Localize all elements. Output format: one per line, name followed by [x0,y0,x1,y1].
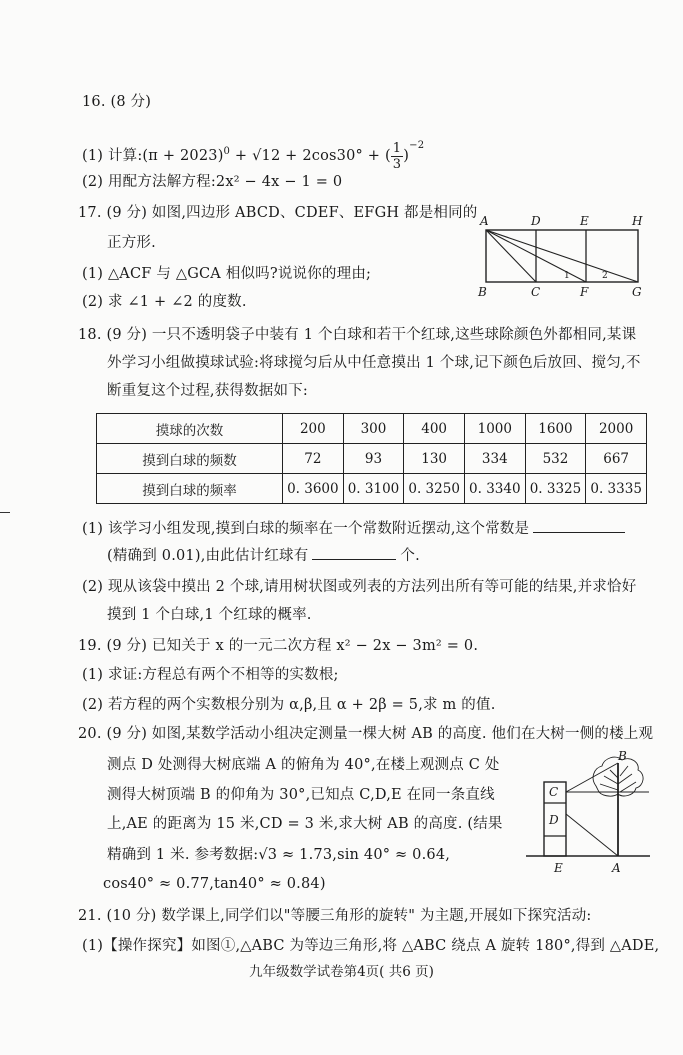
table-cell: 摸到白球的频数 [97,444,283,474]
q16-p1-prefix: (1) 计算:(π + 2023) [82,148,224,164]
angle-1: 1 [564,271,570,281]
q17-squares-figure [474,212,654,300]
table-cell: 摸到白球的频率 [97,474,283,504]
label-C: C [531,285,541,299]
q19-part1: (1) 求证:方程总有两个不相等的实数根; [82,667,339,683]
table-cell: 0. 3325 [525,474,586,504]
label-B: B [618,749,627,763]
q16-p1-exp0: 0 [223,146,231,158]
label-C: C [549,785,559,799]
label-A: A [612,861,621,875]
q20-line2: 测点 D 处测得大树底端 A 的俯角为 40°,在楼上观测点 C 处 [107,757,500,773]
q16-p1-exp: −2 [409,140,425,151]
label-D: D [531,214,541,228]
q16-p1-mid: + [230,148,253,164]
q20-line1: 20. (9 分) 如图,某数学活动小组决定测量一棵大树 AB 的高度. 他们在大树一侧的楼上观 [78,726,654,742]
table-cell: 93 [343,444,404,474]
q20-line3: 测得大树顶端 B 的仰角为 30°,已知点 C,D,E 在同一条直线 [107,787,495,803]
q19-line1: 19. (9 分) 已知关于 x 的一元二次方程 x² − 2x − 3m² = 0. [78,638,479,654]
table-cell: 300 [343,414,404,444]
q18-part1-a [82,518,625,539]
q18-p1c-text: 个. [400,548,420,564]
table-cell: 532 [525,444,586,474]
q16-fraction: $\frac{1}{3}$ [392,140,402,172]
q17-line2: 正方形. [107,235,156,251]
q16-header: 16. (8 分) [82,94,152,110]
label-B: B [478,285,487,299]
q20-tree-figure [524,748,652,876]
q18-line3: 断重复这个过程,获得数据如下: [107,383,308,399]
table-cell: 72 [283,444,344,474]
answer-blank-2[interactable] [312,545,396,560]
page-footer: 九年级数学试卷第4页( 共6 页) [249,964,434,980]
q18-data-table [96,413,647,504]
q18-p1b-text: (精确到 0.01),由此估计红球有 [107,548,309,564]
q18-line2: 外学习小组做摸球试验:将球搅匀后从中任意摸出 1 个球,记下颜色后放回、搅匀,不 [107,355,641,371]
table-cell: 200 [283,414,344,444]
label-A: A [480,214,489,228]
table-row [97,444,647,474]
q17-line1: 17. (9 分) 如图,四边形 ABCD、CDEF、EFGH 都是相同的 [78,205,478,221]
q18-p1-text: (1) 该学习小组发现,摸到白球的频率在一个常数附近摆动,这个常数是 [82,521,530,537]
q21-line1: 21. (10 分) 数学课上,同学们以"等腰三角形的旋转" 为主题,开展如下探究活动: [78,908,592,924]
q21-line2: (1)【操作探究】如图①,△ABC 为等边三角形,将 △ABC 绕点 A 旋转 180°,得到 △ADE, [82,938,660,954]
answer-blank-1[interactable] [533,518,625,533]
table-cell: 1000 [464,414,525,444]
table-cell: 0. 3600 [283,474,344,504]
q20-line5: 精确到 1 米. 参考数据:√3 ≈ 1.73,sin 40° ≈ 0.64, [107,847,451,863]
label-D: D [549,813,559,827]
table-cell: 334 [464,444,525,474]
q16-p1-sqrt: √12 [252,148,281,164]
table-cell: 130 [404,444,465,474]
q20-line6: cos40° ≈ 0.77,tan40° ≈ 0.84) [103,876,326,892]
label-H: H [632,214,643,228]
q20-line4: 上,AE 的距离为 15 米,CD = 3 米,求大树 AB 的高度. (结果 [107,816,503,832]
q18-part2-b: 摸到 1 个白球,1 个红球的概率. [107,607,312,623]
table-cell: 667 [586,444,647,474]
table-row [97,474,647,504]
q16-part2: (2) 用配方法解方程:2x² − 4x − 1 = 0 [82,174,343,190]
q18-part1-b [107,545,420,566]
table-cell: 1600 [525,414,586,444]
label-F: F [580,285,589,299]
table-cell: 0. 3340 [464,474,525,504]
table-cell: 摸球的次数 [97,414,283,444]
q17-part2: (2) 求 ∠1 + ∠2 的度数. [82,294,247,310]
table-cell: 0. 3250 [404,474,465,504]
q18-line1: 18. (9 分) 一只不透明袋子中装有 1 个白球和若干个红球,这些球除颜色外都相同,某课 [78,327,637,343]
table-cell: 400 [404,414,465,444]
label-E: E [554,861,563,875]
q16-part1: (1) 计算:(π + 2023)$^0$ + √12 + 2cos30° + ( $\frac{1}{3}$ )$^{-2}$ [82,140,425,172]
label-E: E [580,214,589,228]
q18-part2-a: (2) 现从该袋中摸出 2 个球,请用树状图或列表的方法列出所有等可能的结果,并求恰好 [82,579,637,595]
q19-part2: (2) 若方程的两个实数根分别为 α,β,且 α + 2β = 5,求 m 的值. [82,697,496,713]
angle-2: 2 [602,271,608,281]
label-G: G [632,285,642,299]
margin-tick [0,512,10,513]
table-cell: 2000 [586,414,647,444]
q17-part1: (1) △ACF 与 △GCA 相似吗?说说你的理由; [82,266,372,282]
table-cell: 0. 3100 [343,474,404,504]
q16-p1-mid2: + 2cos30° + [280,148,385,164]
table-row [97,414,647,444]
table-cell: 0. 3335 [586,474,647,504]
